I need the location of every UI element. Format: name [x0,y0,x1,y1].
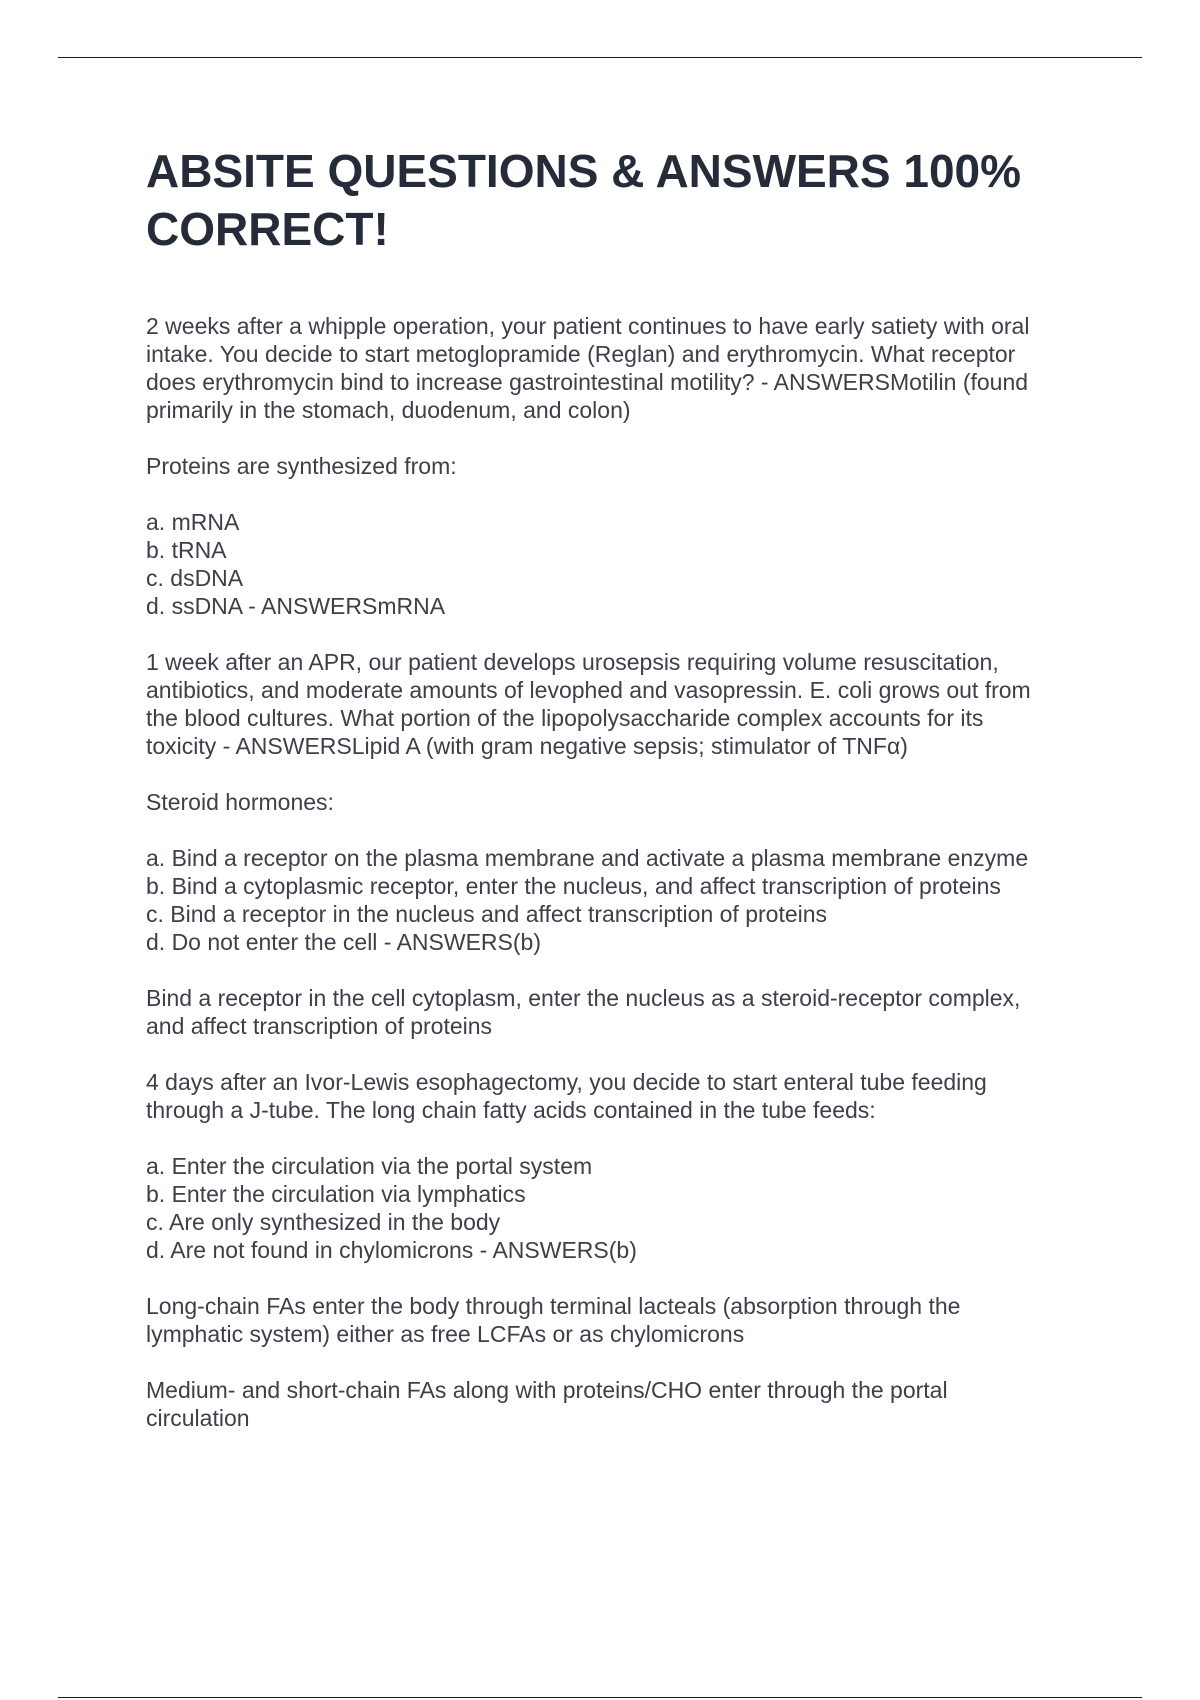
document-body [146,312,1092,1432]
explanation-paragraph [146,1292,1092,1348]
text-line: Long-chain FAs enter the body through terminal lacteals (absorption through the [146,1293,961,1319]
text-line: primarily in the stomach, duodenum, and colon) [146,397,631,423]
option-line: a. mRNA [146,509,240,535]
option-line: d. Are not found in chylomicrons - ANSWERS(b) [146,1237,637,1263]
option-line: d. Do not enter the cell - ANSWERS(b) [146,929,541,955]
option-line: c. Are only synthesized in the body [146,1209,501,1235]
text-line: Steroid hormones: [146,789,334,815]
option-line: c. Bind a receptor in the nucleus and affect transcription of proteins [146,901,828,927]
question-paragraph [146,312,1092,424]
title-line: ABSITE QUESTIONS & ANSWERS 100% [146,145,1022,197]
option-line: a. Enter the circulation via the portal system [146,1153,593,1179]
question-paragraph [146,452,1092,480]
options-list [146,508,1092,620]
question-paragraph [146,1068,1092,1124]
text-line: antibiotics, and moderate amounts of levophed and vasopressin. E. coli grows out from [146,677,1031,703]
document-title [146,142,1086,258]
options-list [146,1152,1092,1264]
title-line: CORRECT! [146,203,389,255]
text-line: lymphatic system) either as free LCFAs or as chylomicrons [146,1321,745,1347]
text-line: 2 weeks after a whipple operation, your patient continues to have early satiety with oral [146,313,1030,339]
explanation-paragraph [146,1376,1092,1432]
text-line: 1 week after an APR, our patient develops urosepsis requiring volume resuscitation, [146,649,999,675]
options-list [146,844,1092,956]
text-line: toxicity - ANSWERSLipid A (with gram negative sepsis; stimulator of TNFα) [146,733,908,759]
explanation-paragraph [146,984,1092,1040]
text-line: does erythromycin bind to increase gastrointestinal motility? - ANSWERSMotilin (found [146,369,1029,395]
text-line: the blood cultures. What portion of the lipopolysaccharide complex accounts for its [146,705,984,731]
text-line: through a J-tube. The long chain fatty acids contained in the tube feeds: [146,1097,876,1123]
text-line: 4 days after an Ivor-Lewis esophagectomy, you decide to start enteral tube feeding [146,1069,987,1095]
text-line: intake. You decide to start metoglopramide (Reglan) and erythromycin. What receptor [146,341,1016,367]
text-line: and affect transcription of proteins [146,1013,493,1039]
text-line: Medium- and short-chain FAs along with proteins/CHO enter through the portal [146,1377,948,1403]
header-rule [58,57,1142,58]
text-line: Bind a receptor in the cell cytoplasm, enter the nucleus as a steroid-receptor complex, [146,985,1021,1011]
question-paragraph [146,648,1092,760]
option-line: b. Bind a cytoplasmic receptor, enter the nucleus, and affect transcription of proteins [146,873,1001,899]
question-paragraph [146,788,1092,816]
option-line: a. Bind a receptor on the plasma membrane and activate a plasma membrane enzyme [146,845,1029,871]
footer-rule [58,1697,1142,1698]
text-line: Proteins are synthesized from: [146,453,457,479]
option-line: b. tRNA [146,537,227,563]
option-line: b. Enter the circulation via lymphatics [146,1181,526,1207]
text-line: circulation [146,1405,250,1431]
option-line: d. ssDNA - ANSWERSmRNA [146,593,446,619]
option-line: c. dsDNA [146,565,244,591]
